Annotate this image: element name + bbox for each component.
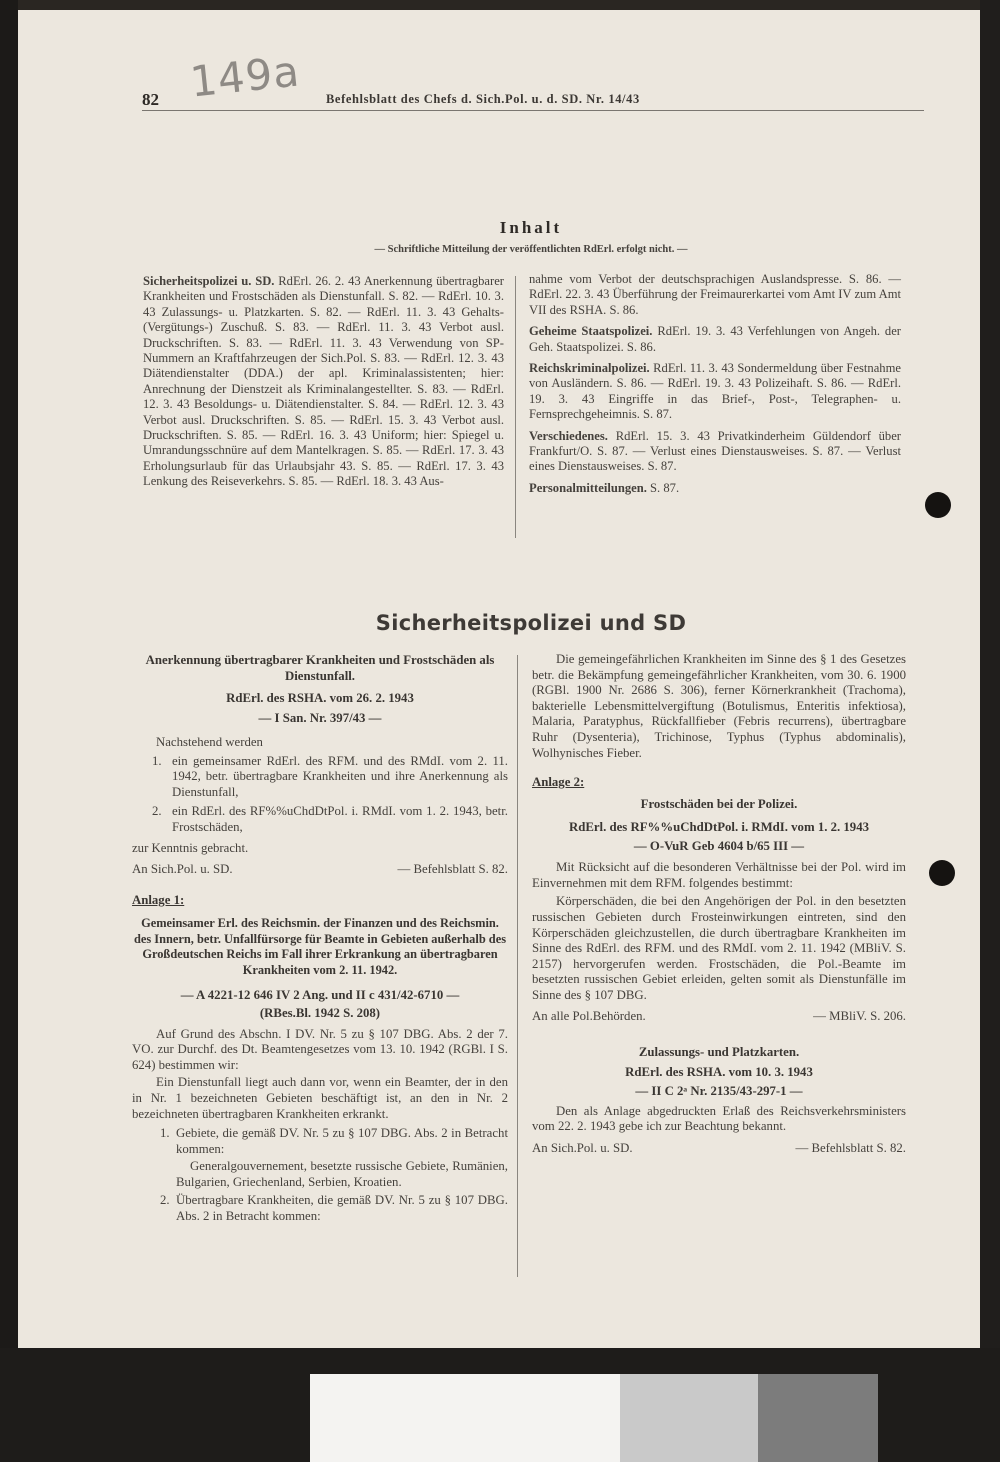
contents-left-column — [143, 274, 504, 496]
section-title: Sicherheitspolizei und SD — [375, 611, 687, 635]
contents-right-column — [529, 272, 901, 502]
annex-2-para-1: Mit Rücksicht auf die besonderen Verhältnisse bei der Pol. wird im Einvernehmen mit dem RFM. folgendes bestimmt: — [532, 860, 906, 890]
header-rule — [142, 110, 924, 111]
annex-1-title: Gemeinsamer Erl. des Reichsmin. der Finanzen und des Reichsmin. des Innern, betr. Unfallfürsorge für Beamte in Gebieten außerhalb des Großdeutschen Reichs im Fall ihrer Erkrankung an übertragbaren Krankheiten vom 2. 11. 1942. — [133, 916, 507, 977]
page-number: 82 — [142, 90, 159, 109]
article-1-closing: zur Kenntnis gebracht. — [132, 840, 249, 855]
article-3-para: Den als Anlage abgedruckten Erlaß des Reichsverkehrsministers vom 22. 2. 1943 gebe ich zur Beachtung bekannt. — [532, 1103, 906, 1134]
punch-hole-lower — [929, 860, 955, 886]
annex-2-file-number: — O-VuR Geb 4604 b/65 III — — [633, 839, 805, 854]
body-left-column — [132, 652, 508, 1225]
body-right-column — [532, 652, 906, 1156]
contents-text-kripo: RdErl. 11. 3. 43 Sondermeldung über Festnahme von Ausländern. S. 86. — RdErl. 19. 3. 43 Polizeihaft. S. 86. — RdErl. 19. 3. 43 Eingriffe in das Brief-, Post-, Telegraphen- u. Fernsprechgeheimnis. S. 87. — [529, 361, 901, 422]
annex-2-reference: RdErl. des RF%%uChdDtPol. i. RMdI. vom 1. 2. 1943 — [568, 820, 870, 835]
footer-addressee: An alle Pol.Behörden. — [532, 1008, 646, 1023]
contents-heading-kripo: Reichskriminalpolizei. — [529, 361, 650, 376]
item-text: Gebiete, die gemäß DV. Nr. 5 zu § 107 DBG. Abs. 2 in Betracht kommen: — [176, 1126, 508, 1156]
annex-1-gazette-ref: (RBes.Bl. 1942 S. 208) — [259, 1005, 381, 1020]
article-1-title: Anerkennung übertragbarer Krankheiten und Frostschäden als Dienstunfall. — [145, 653, 495, 683]
handwritten-note: 149a — [187, 46, 303, 107]
contents-heading-gestapo: Geheime Staatspolizei. — [529, 324, 653, 339]
footer-addressee: An Sich.Pol. u. SD. — [532, 1140, 633, 1155]
annex-1-diseases: Die gemeingefährlichen Krankheiten im Sinne des § 1 des Gesetzes betr. die Bekämpfung gemeingefährlicher Krankheiten, vom 30. 6. 1900 (RGBl. 1900 Nr. 2686 S. 306), ferner Körnerkrankheit (Trachoma), bakterielle Lebensmittelvergiftung (Botulismus, Enteritis infektiosa), Malaria, Paratyphus, Rückfallfieber (Febris recurrens), übertragbare Ruhr (Dysenteria), Trichinose, Typhus (Typhus abdominalis), Wolhynisches Fieber. — [532, 652, 906, 760]
item-text: Übertragbare Krankheiten, die gemäß DV. Nr. 5 zu § 107 DBG. Abs. 2 in Betracht kommen: — [176, 1193, 508, 1224]
contents-title: Inhalt — [499, 218, 563, 237]
annex-2-footer — [532, 1009, 906, 1024]
footer-source: — Befehlsblatt S. 82. — [397, 862, 508, 877]
item-text: ein RdErl. des RF%%uChdDtPol. i. RMdI. vom 1. 2. 1943, betr. Frostschäden, — [172, 804, 508, 834]
article-3-title: Zulassungs- und Platzkarten. — [638, 1044, 800, 1059]
article-1-item-1 — [132, 754, 508, 801]
punch-hole-upper — [925, 492, 951, 518]
annex-1-para-2: Ein Dienstunfall liegt auch dann vor, wenn ein Beamter, der in den in Nr. 1 bezeichneten Gebieten beschäftigt ist, an den in Nr. 2 bezeichneten übertragbaren Krankheiten erkrankt. — [132, 1075, 508, 1121]
annex-1-item-2 — [132, 1193, 508, 1224]
calibration-strip-gray — [620, 1374, 758, 1462]
contents-subtitle: — Schriftliche Mitteilung der veröffentlichten RdErl. erfolgt nicht. — — [374, 244, 688, 255]
bulletin-title: Befehlsblatt des Chefs d. Sich.Pol. u. d. SD. Nr. 14/43 — [326, 92, 640, 106]
body-column-divider — [517, 655, 518, 1277]
annex-2-label: Anlage 2: — [532, 775, 585, 790]
article-3-footer — [532, 1141, 906, 1156]
item-number: 1. — [160, 1126, 170, 1141]
footer-addressee: An Sich.Pol. u. SD. — [132, 862, 233, 877]
article-1-footer — [132, 862, 508, 877]
contents-text-sipo: RdErl. 26. 2. 43 Anerkennung übertragbarer Krankheiten und Frostschäden als Dienstunfall. S. 82. — RdErl. 10. 3. 43 Zulassungs- u. Platzkarten. S. 82. — RdErl. 11. 3. 43 Gehalts- (Vergütungs-) Zuschuß. S. 83. — RdErl. 11. 3. 43 Verbot ausl. Druckschriften. S. 83. — RdErl. 11. 3. 43 Verwendung von SP-Nummern an Kraftfahrzeugen der Sich.Pol. S. 83. — RdErl. 12. 3. 43 Diätendienstalter (DDA.) der apl. Kriminalassistenten; hier: Anrechnung der Dienstzeit als Kriminalangestellter. S. 83. — RdErl. 12. 3. 43 Besoldungs- u. Diätendienstalter. S. 84. — RdErl. 12. 3. 43 Verbot ausl. Druckschriften. S. 85. — RdErl. 15. 3. 43 Verbot ausl. Druckschriften. S. 85. — RdErl. 16. 3. 43 Uniform; hier: Spiegel u. Umrandungsschnüre auf dem Mantelkragen. S. 85. — RdErl. 17. 3. 43 Erholungsurlaub für das Urlaubsjahr 43. S. 85. — RdErl. 17. 3. 43 Lenkung des Reiseverkehrs. S. 85. — RdErl. 18. 3. 43 Aus- — [143, 274, 504, 489]
article-1-reference: RdErl. des RSHA. vom 26. 2. 1943 — [226, 691, 414, 705]
contents-text-misc: RdErl. 15. 3. 43 Privatkinderheim Güldendorf über Frankfurt/O. S. 87. — Verlust eines Dienstausweises. S. 87. — Verlust eines Dienstausweises. S. 87. — [529, 428, 901, 474]
annex-1-label: Anlage 1: — [132, 893, 185, 908]
contents-text-gestapo: RdErl. 19. 3. 43 Verfehlungen von Angeh. der Geh. Staatspolizei. S. 86. — [529, 324, 901, 354]
footer-source: — Befehlsblatt S. 82. — [795, 1140, 906, 1155]
annex-1-item-1-regions: Generalgouvernement, besetzte russische Gebiete, Rumänien, Bulgarien, Griechenland, Serbien, Kroatien. — [176, 1159, 508, 1189]
contents-text-sipo-cont: nahme vom Verbot der deutschsprachigen Auslandspresse. S. 86. — RdErl. 22. 3. 43 Überführung der Freimaurerkartei vom Amt IV zum Amt VII des RSHA. S. 86. — [529, 272, 901, 317]
annex-1-para-1: Auf Grund des Abschn. I DV. Nr. 5 zu § 107 DBG. Abs. 2 der 7. VO. zur Durchf. des Dt. Beamtengesetzes vom 13. 10. 1942 (RGBl. I S. 624) bestimmen wir: — [132, 1026, 508, 1072]
item-number: 2. — [160, 1193, 170, 1208]
item-number: 2. — [152, 804, 162, 819]
calibration-strip-dark — [758, 1374, 878, 1462]
contents-heading-misc: Verschiedenes. — [529, 428, 608, 443]
annex-1-item-1 — [132, 1126, 508, 1157]
annex-1-file-number: — A 4221-12 646 IV 2 Ang. und II c 431/42-6710 — — [180, 987, 460, 1002]
contents-text-personnel: S. 87. — [650, 480, 680, 495]
annex-2-para-2: Körperschäden, die bei den Angehörigen der Pol. in den besetzten russischen Gebieten durch Frosteinwirkungen eintreten, sind den Körperschäden gleichzustellen, die durch übertragbare Krankheiten im Sinne des RdErl. des RFM. und des RMdI. vom 2. 11. 1942 (MBliV. S. 2157) hervorgerufen werden. Frostschäden, die Pol.-Beamte im besetzten russischen Gebiet erleiden, gelten somit als Dienstunfälle im Sinne des § 107 DBG. — [532, 894, 906, 1002]
scan-background-right — [980, 0, 1000, 1462]
contents-heading-sipo: Sicherheitspolizei u. SD. — [143, 274, 275, 288]
article-1-item-2 — [132, 804, 508, 835]
article-3-file-number: — II C 2ᵃ Nr. 2135/43-297-1 — — [635, 1083, 803, 1098]
scan-background-left — [0, 0, 18, 1462]
article-1-intro: Nachstehend werden — [156, 735, 263, 749]
item-number: 1. — [152, 753, 162, 768]
contents-heading-personnel: Personalmitteilungen. — [529, 480, 647, 495]
annex-2-title: Frostschäden bei der Polizei. — [640, 797, 798, 812]
item-text: ein gemeinsamer RdErl. des RFM. und des RMdI. vom 2. 11. 1942, betr. übertragbare Krankheiten und ihre Anerkennung als Dienstunfall, — [172, 753, 508, 799]
article-1-file-number: — I San. Nr. 397/43 — — [258, 711, 382, 725]
contents-divider — [515, 276, 516, 538]
article-3-reference: RdErl. des RSHA. vom 10. 3. 1943 — [625, 1064, 813, 1079]
footer-source: — MBliV. S. 206. — [813, 1008, 906, 1023]
